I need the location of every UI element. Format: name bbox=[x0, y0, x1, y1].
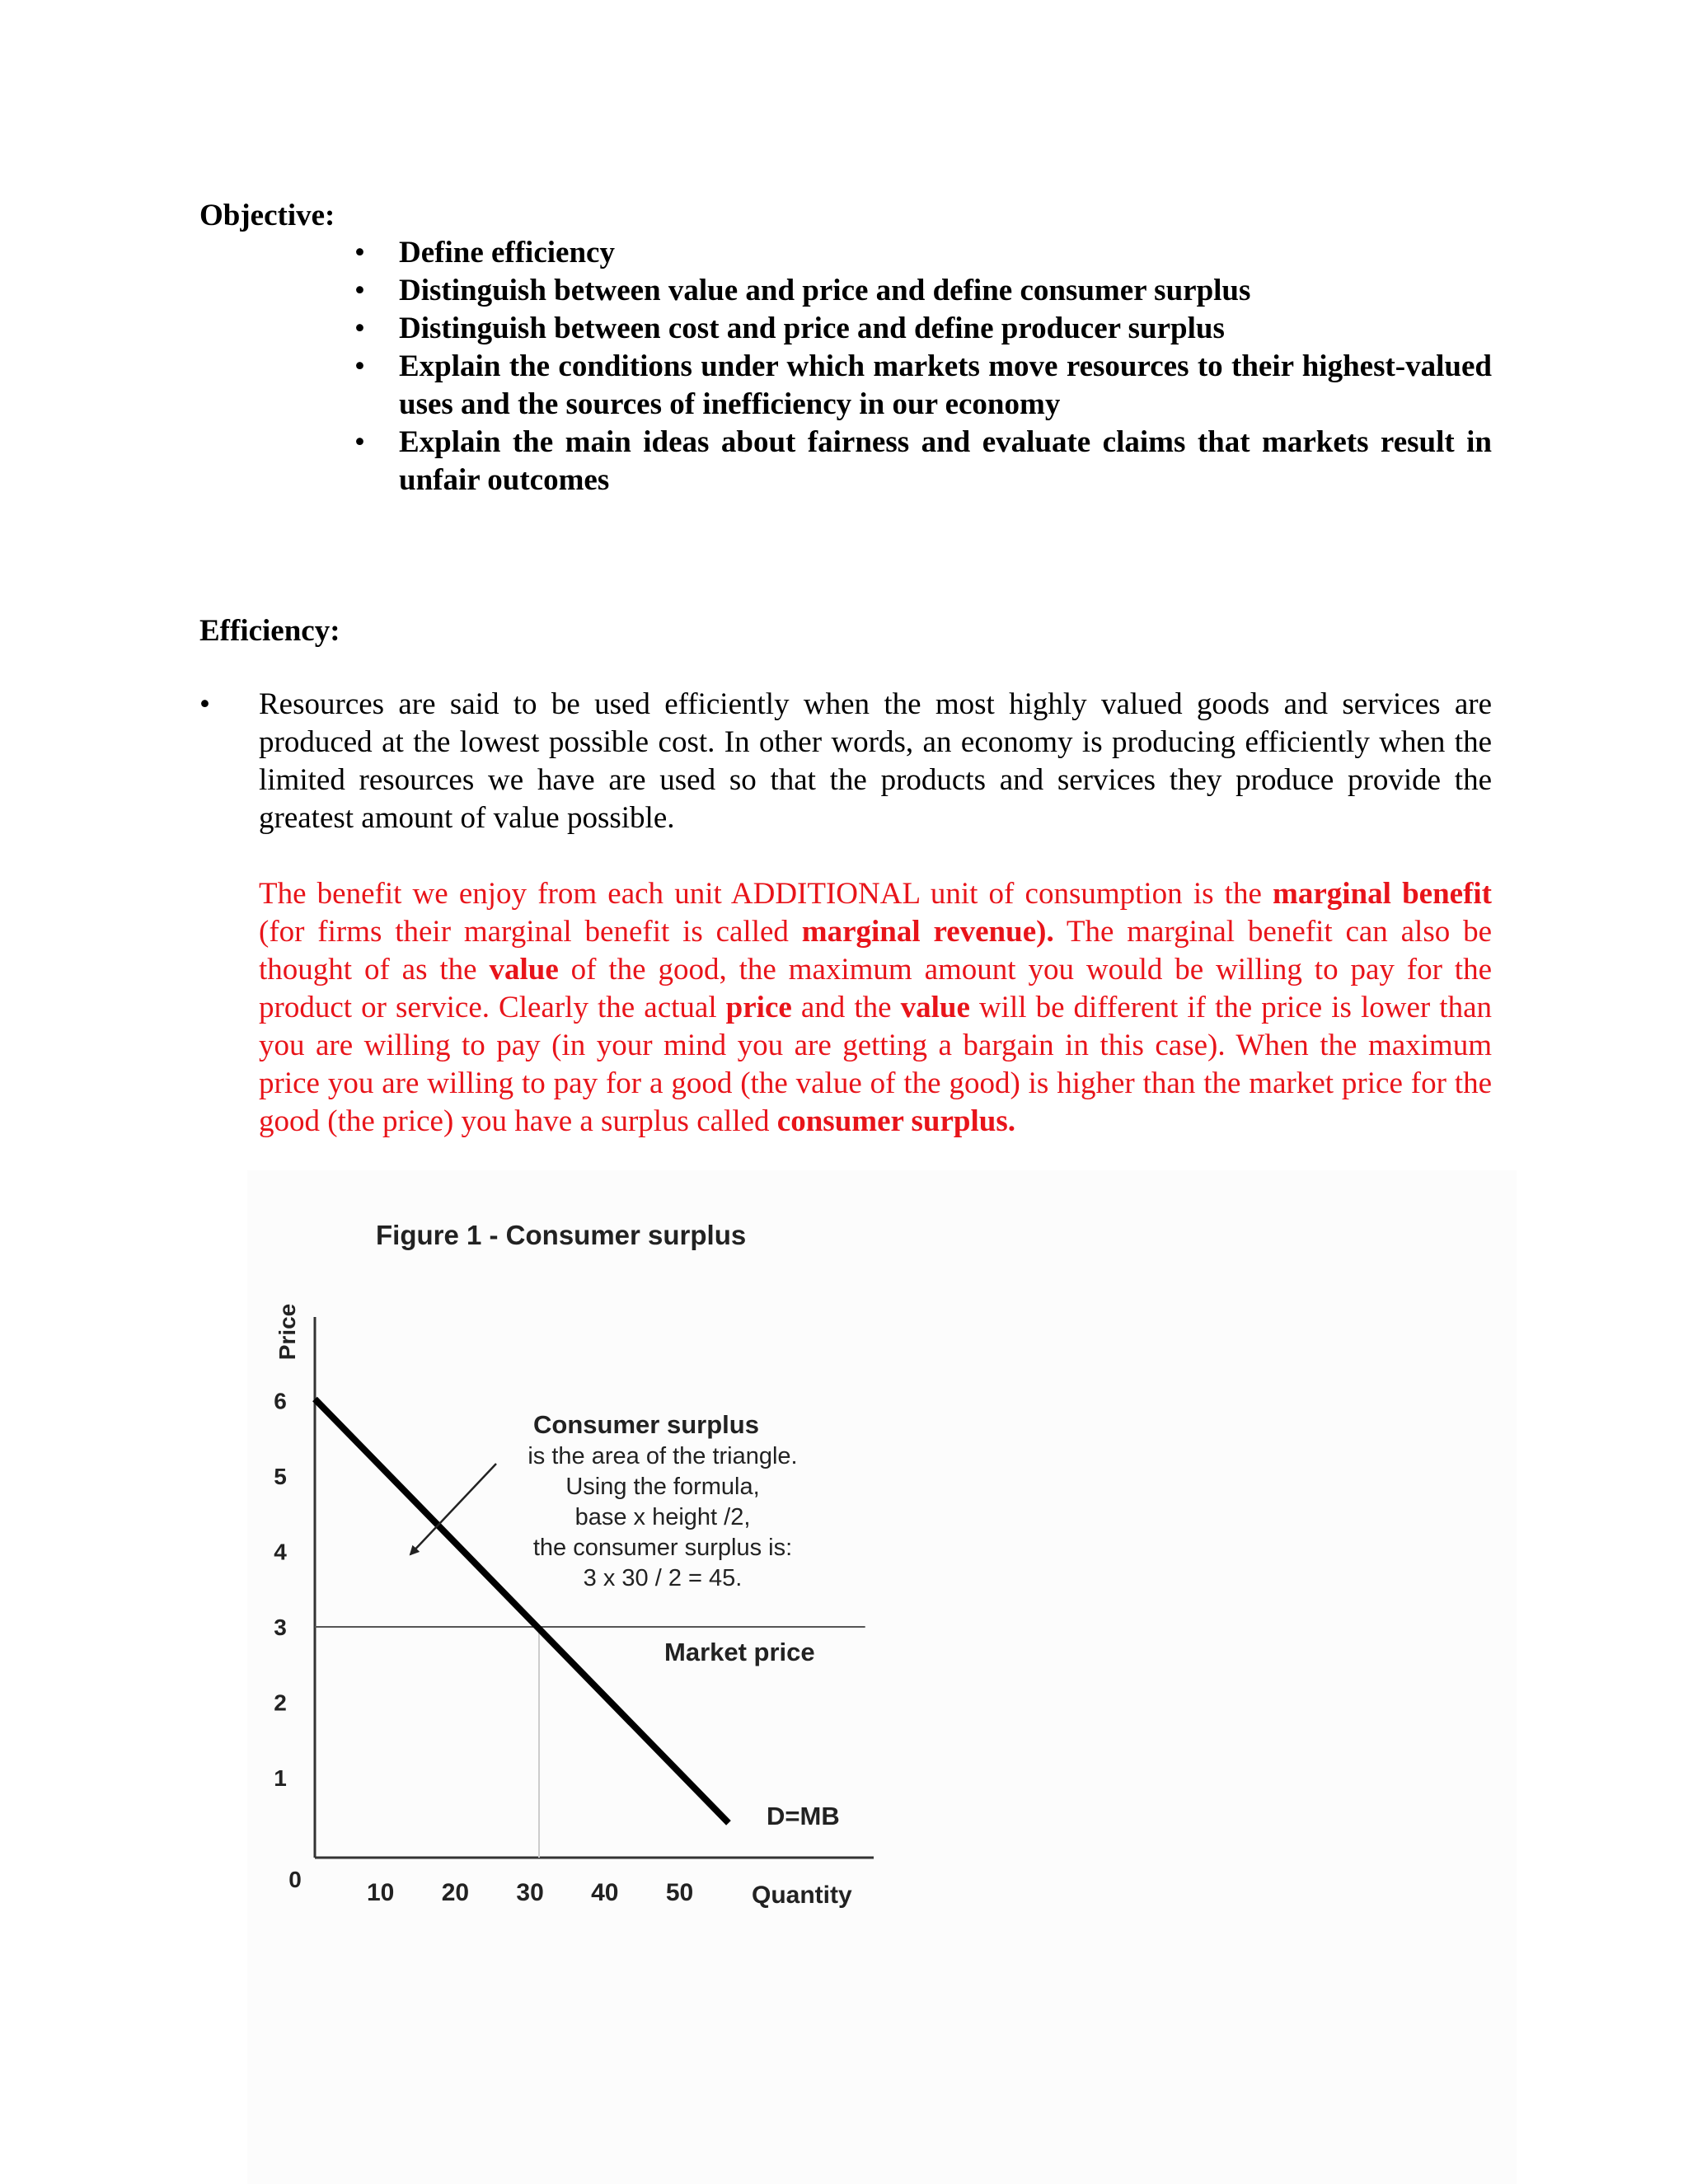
marginal-benefit-paragraph bbox=[259, 875, 1492, 1141]
y-axis-label: Price bbox=[274, 1303, 300, 1361]
term-value: value bbox=[900, 991, 970, 1024]
y-ticks bbox=[274, 1389, 302, 1893]
x-ticks bbox=[367, 1879, 693, 1906]
demand-label: D=MB bbox=[767, 1802, 840, 1830]
y-tick-label: 0 bbox=[288, 1867, 302, 1892]
text-run: The benefit we enjoy from each unit ADDITIONAL unit of consumption is the bbox=[259, 877, 1273, 911]
bullet: • bbox=[199, 687, 210, 721]
text-run: will be different if the price is lower than you are willing to pay (in your mind you are getting a bargain in this case). When the maximum price you are willing to pay for a good (the value of the good) is higher than the market price for the good (the price) you have a surplus called bbox=[259, 991, 1493, 1138]
objective-item bbox=[354, 310, 1492, 348]
text-run: The marginal benefit can also be thought of as the bbox=[259, 915, 1492, 987]
x-tick-label: 30 bbox=[516, 1879, 544, 1906]
efficiency-heading: Efficiency: bbox=[199, 614, 340, 648]
bullet: • bbox=[354, 349, 365, 383]
text-run: and the bbox=[791, 991, 901, 1024]
y-tick-label: 1 bbox=[274, 1765, 287, 1791]
y-tick-label: 4 bbox=[274, 1539, 287, 1565]
x-tick-label: 50 bbox=[665, 1879, 694, 1906]
objective-item-text: Distinguish between value and price and define consumer surplus bbox=[399, 274, 1251, 307]
objective-item-text: Distinguish between cost and price and define producer surplus bbox=[399, 312, 1225, 345]
term-marginal-revenue: marginal revenue). bbox=[801, 915, 1054, 949]
objective-heading: Objective: bbox=[199, 199, 335, 232]
bullet: • bbox=[354, 236, 365, 269]
objective-item bbox=[354, 234, 1492, 272]
term-value: value bbox=[489, 953, 559, 987]
objective-item bbox=[354, 348, 1492, 424]
objective-list bbox=[354, 234, 1492, 499]
x-axis-label: Quantity bbox=[752, 1882, 852, 1909]
y-tick-label: 6 bbox=[274, 1388, 287, 1414]
objective-item bbox=[354, 272, 1492, 310]
surplus-annotation-line: base x height /2, bbox=[574, 1504, 751, 1530]
objective-item-text: Explain the conditions under which markets move resources to their highest-valued uses and the sources of inefficiency in our economy bbox=[399, 349, 1492, 421]
x-tick-label: 40 bbox=[591, 1879, 619, 1906]
x-tick-label: 20 bbox=[441, 1879, 470, 1906]
x-tick-label: 10 bbox=[367, 1879, 395, 1906]
y-tick-label: 3 bbox=[274, 1615, 287, 1640]
y-tick-label: 2 bbox=[274, 1690, 287, 1716]
term-marginal-benefit: marginal benefit bbox=[1273, 877, 1492, 911]
surplus-annotation-line: the consumer surplus is: bbox=[532, 1535, 793, 1561]
text-run: of the good, the maximum amount you would be willing to pay for the product or service. Clearly the actual bbox=[259, 953, 1493, 1024]
efficiency-bullet-row bbox=[199, 686, 1492, 868]
surplus-annotation-line: Using the formula, bbox=[565, 1474, 760, 1500]
surplus-annotation-line: is the area of the triangle. bbox=[528, 1443, 798, 1469]
y-tick-label: 5 bbox=[274, 1464, 287, 1489]
efficiency-paragraph: Resources are said to be used efficiently when the most highly valued goods and services are produced at the lowest possible cost. In other words, an economy is producing efficiently when the limited resources we have are used so that the products and services they produce provide the greatest amount of value possible. bbox=[259, 687, 1492, 835]
market-price-label: Market price bbox=[664, 1638, 815, 1666]
objective-item bbox=[354, 424, 1492, 499]
consumer-surplus-chart bbox=[247, 1170, 1517, 2184]
bullet: • bbox=[354, 312, 365, 345]
objective-item-text: Define efficiency bbox=[399, 236, 615, 269]
text-run: (for firms their marginal benefit is called bbox=[259, 915, 802, 949]
chart-title: Figure 1 - Consumer surplus bbox=[376, 1220, 747, 1250]
bullet: • bbox=[354, 425, 365, 459]
surplus-annotation-title: Consumer surplus bbox=[533, 1410, 759, 1439]
term-price: price bbox=[725, 991, 792, 1024]
objective-item-text: Explain the main ideas about fairness and evaluate claims that markets result in unfair outcomes bbox=[399, 425, 1492, 497]
figure-consumer-surplus bbox=[247, 1170, 1517, 2184]
term-consumer-surplus: consumer surplus. bbox=[776, 1104, 1016, 1138]
bullet: • bbox=[354, 274, 365, 307]
surplus-annotation-line: 3 x 30 / 2 = 45. bbox=[583, 1565, 743, 1591]
